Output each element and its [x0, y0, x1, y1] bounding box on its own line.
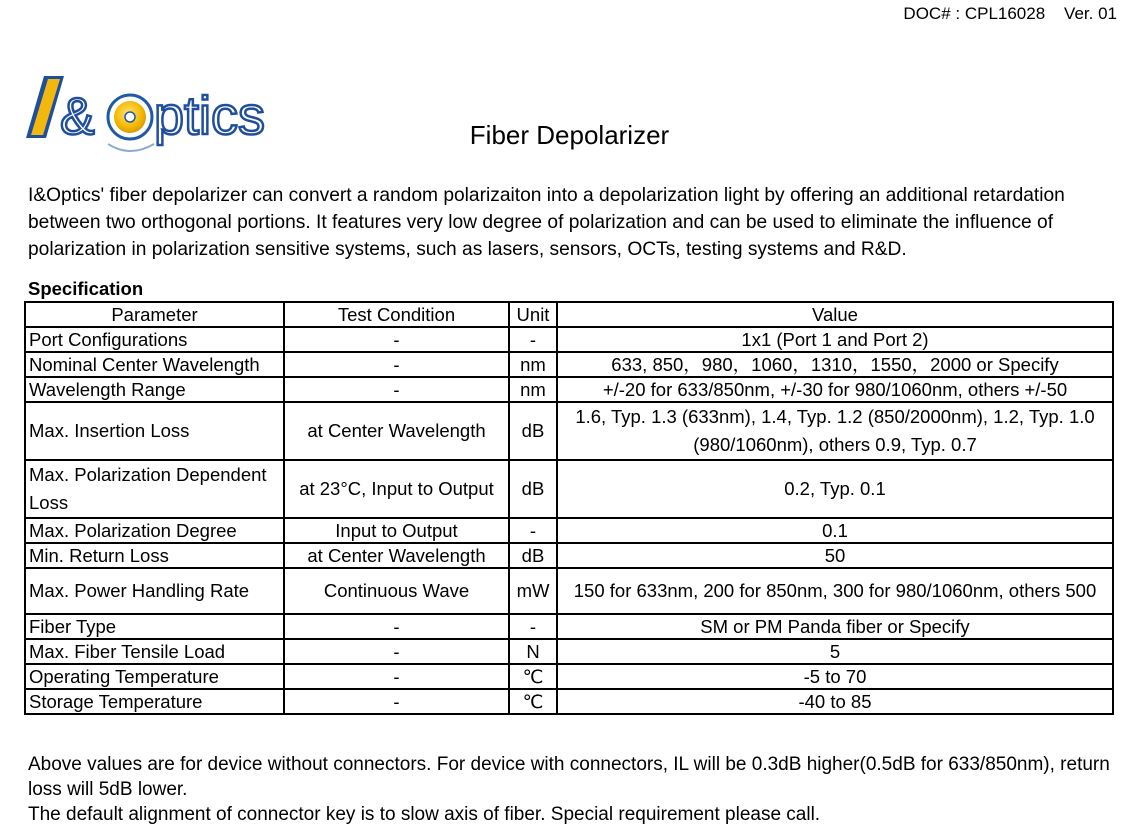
header-value: Value: [557, 302, 1113, 327]
cell-condition: -: [284, 689, 509, 714]
cell-value: 50: [557, 543, 1113, 568]
cell-condition: -: [284, 377, 509, 402]
cell-unit: dB: [509, 543, 557, 568]
table-row: [25, 402, 1113, 460]
cell-parameter: Port Configurations: [25, 327, 284, 352]
cell-unit: nm: [509, 352, 557, 377]
cell-unit: dB: [509, 402, 557, 460]
table-row: [25, 664, 1113, 689]
cell-value: 1.6, Typ. 1.3 (633nm), 1.4, Typ. 1.2 (850/2000nm), 1.2, Typ. 1.0 (980/1060nm), others 0.9, Typ. 0.7: [557, 402, 1113, 460]
cell-parameter: Wavelength Range: [25, 377, 284, 402]
cell-unit: dB: [509, 460, 557, 518]
cell-parameter: Fiber Type: [25, 614, 284, 639]
cell-unit: mW: [509, 568, 557, 614]
cell-parameter: Min. Return Loss: [25, 543, 284, 568]
cell-parameter: Max. Power Handling Rate: [25, 568, 284, 614]
cell-value: 633, 850，980，1060，1310，1550，2000 or Specify: [557, 352, 1113, 377]
cell-condition: -: [284, 614, 509, 639]
doc-number: DOC# : CPL16028 Ver. 01: [903, 4, 1117, 23]
table-row: [25, 639, 1113, 664]
table-row: [25, 327, 1113, 352]
table-row: [25, 377, 1113, 402]
cell-unit: -: [509, 518, 557, 543]
cell-unit: ℃: [509, 664, 557, 689]
cell-value: -40 to 85: [557, 689, 1113, 714]
cell-value: 150 for 633nm, 200 for 850nm, 300 for 980/1060nm, others 500: [557, 568, 1113, 614]
svg-text:&: &: [60, 88, 95, 146]
cell-value: 0.2, Typ. 0.1: [557, 460, 1113, 518]
svg-text:ptics: ptics: [154, 86, 266, 146]
page-title: Fiber Depolarizer: [469, 120, 670, 150]
cell-parameter: Nominal Center Wavelength: [25, 352, 284, 377]
cell-parameter: Max. Polarization Dependent Loss: [25, 460, 284, 518]
note-alignment: The default alignment of connector key is to slow axis of fiber. Special requirement please call.: [28, 804, 821, 825]
intro-paragraph: I&Optics' fiber depolarizer can convert a random polarizaiton into a depolarization light by offering an additional retardation between two orthogonal portions. It features very low degree of polarization and can be used to eliminate the influence of polarization in polarization sensitive systems, such as lasers, sensors, OCTs, testing systems and R&D.: [28, 185, 1065, 260]
cell-unit: -: [509, 614, 557, 639]
header-unit: Unit: [509, 302, 557, 327]
cell-value: 1x1 (Port 1 and Port 2): [557, 327, 1113, 352]
header-parameter: Parameter: [25, 302, 284, 327]
cell-parameter: Storage Temperature: [25, 689, 284, 714]
footnotes: [28, 752, 1123, 827]
cell-condition: -: [284, 664, 509, 689]
cell-parameter: Max. Fiber Tensile Load: [25, 639, 284, 664]
cell-value: 0.1: [557, 518, 1113, 543]
cell-parameter: Max. Polarization Degree: [25, 518, 284, 543]
table-row: [25, 518, 1113, 543]
cell-condition: at 23°C, Input to Output: [284, 460, 509, 518]
table-row: [25, 543, 1113, 568]
cell-parameter: Max. Insertion Loss: [25, 402, 284, 460]
table-row: [25, 614, 1113, 639]
cell-unit: ℃: [509, 689, 557, 714]
cell-unit: nm: [509, 377, 557, 402]
specification-heading: Specification: [28, 278, 144, 299]
cell-value: SM or PM Panda fiber or Specify: [557, 614, 1113, 639]
cell-condition: -: [284, 327, 509, 352]
table-header-row: [25, 302, 1113, 327]
table-row: [25, 352, 1113, 377]
cell-condition: -: [284, 639, 509, 664]
cell-condition: at Center Wavelength: [284, 402, 509, 460]
cell-parameter: Operating Temperature: [25, 664, 284, 689]
cell-unit: N: [509, 639, 557, 664]
cell-value: +/-20 for 633/850nm, +/-30 for 980/1060nm, others +/-50: [557, 377, 1113, 402]
cell-condition: Input to Output: [284, 518, 509, 543]
cell-condition: Continuous Wave: [284, 568, 509, 614]
specification-table: [24, 301, 1114, 715]
table-row: [25, 689, 1113, 714]
header-condition: Test Condition: [284, 302, 509, 327]
cell-condition: -: [284, 352, 509, 377]
table-row: [25, 568, 1113, 614]
company-logo: [26, 66, 301, 166]
table-row: [25, 460, 1113, 518]
cell-unit: -: [509, 327, 557, 352]
cell-condition: at Center Wavelength: [284, 543, 509, 568]
note-connectors: Above values are for device without connectors. For device with connectors, IL will be 0.3dB higher(0.5dB for 633/850nm), return loss will 5dB lower.: [28, 754, 1110, 800]
cell-value: 5: [557, 639, 1113, 664]
cell-value: -5 to 70: [557, 664, 1113, 689]
